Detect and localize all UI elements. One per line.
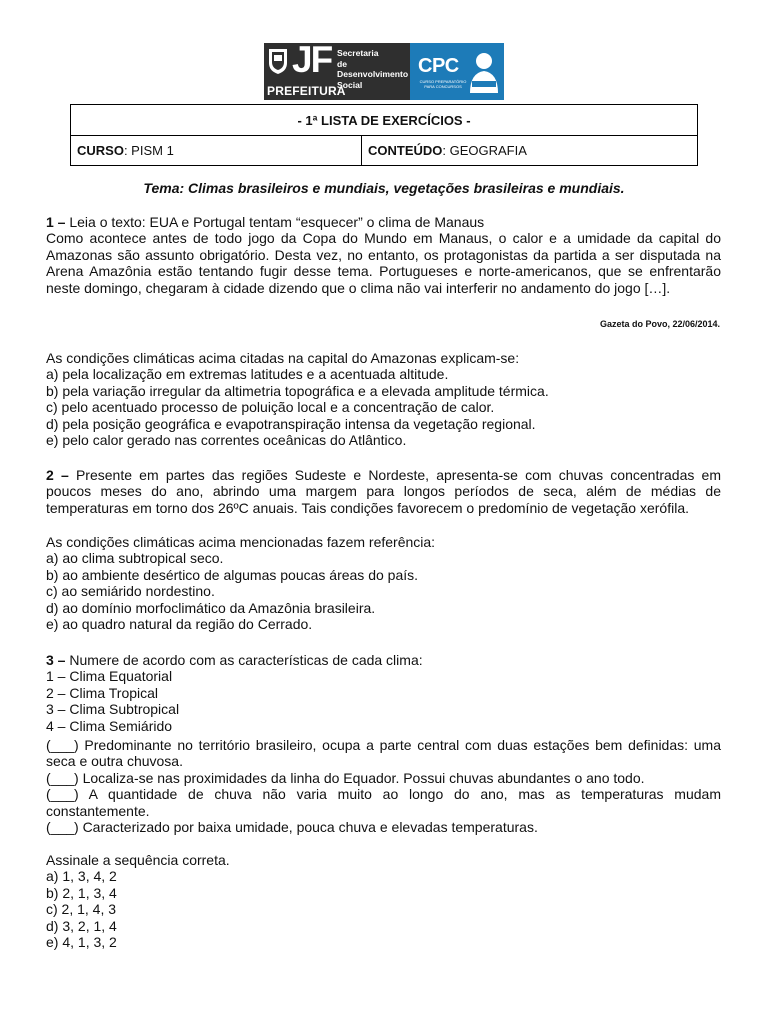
secretaria-label: Secretaria de Desenvolvimento Social	[337, 48, 409, 90]
question-3-intro: 3 – Numere de acordo com as características de cada clima:	[46, 652, 423, 668]
student-reading-icon	[466, 49, 502, 95]
question-1-prompt-block	[46, 350, 721, 448]
option: c) 2, 1, 4, 3	[46, 901, 117, 918]
question-3-prompt-block	[46, 852, 721, 950]
prefeitura-jf-logo	[264, 39, 410, 100]
question-2-prompt-block	[46, 534, 721, 632]
climate-item: 4 – Clima Semiárido	[46, 717, 173, 734]
question-2-prompt: As condições climáticas acima mencionadas fazem referência:	[46, 534, 436, 550]
option: a) pela localização em extremas latitudes e a acentuada altitude.	[46, 366, 449, 383]
option: b) 2, 1, 3, 4	[46, 884, 117, 901]
option: b) pela variação irregular da altimetria topográfica e a elevada amplitude térmica.	[46, 382, 549, 399]
cpc-subtitle: CURSO PREPARATÓRIO PARA CONCURSOS	[419, 79, 467, 89]
question-1	[46, 214, 721, 296]
text-source: Gazeta do Povo, 22/06/2014.	[599, 319, 720, 329]
city-crest-icon	[267, 47, 289, 75]
question-2-text: 2 – Presente em partes das regiões Sudeste e Nordeste, apresenta-se com chuvas concentradas em poucos meses do ano, abrindo uma margem para longos períodos de seca, além de médias de temperaturas em torno dos 26ºC anuais. Tais condições favorecem o predomínio de vegetação xerófila.	[46, 467, 721, 516]
question-1-prompt: As condições climáticas acima citadas na capital do Amazonas explicam-se:	[46, 350, 520, 366]
option: d) 3, 2, 1, 4	[46, 917, 117, 934]
option: b) ao ambiente desértico de algumas poucas áreas do país.	[46, 566, 419, 583]
question-1-text: Como acontece antes de todo jogo da Copa do Mundo em Manaus, o calor e a umidade da capital do Amazonas são assunto obrigatório. Desta vez, no entanto, os protagonistas da partida a ser disputada na Arena Amazônia estão tentando fugir desse tema. Portugueses e norte-americanos, que se enfrentarão neste domingo, chegaram à cidade dizendo que o clima não vai interferir no andamento do jogo […].	[46, 230, 721, 296]
content-cell: CONTEÚDO: GEOGRAFIA	[362, 136, 698, 166]
option: d) ao domínio morfoclimático da Amazônia brasileira.	[46, 599, 376, 616]
question-3-statements	[46, 737, 721, 835]
statement: (___) Predominante no território brasileiro, ocupa a parte central com duas estações bem definidas: uma seca e outra chuvosa.	[46, 737, 721, 770]
question-3-prompt: Assinale a sequência correta.	[46, 852, 230, 868]
statement: (___) Localiza-se nas proximidades da linha do Equador. Possui chuvas abundantes o ano todo.	[46, 769, 645, 786]
option: c) ao semiárido nordestino.	[46, 583, 215, 600]
option: a) 1, 3, 4, 2	[46, 868, 117, 885]
question-3	[46, 652, 721, 734]
header-logo-banner	[264, 39, 504, 100]
climate-item: 2 – Clima Tropical	[46, 684, 159, 701]
exercise-header-table	[70, 104, 698, 166]
course-cell: CURSO: PISM 1	[71, 136, 362, 166]
option: d) pela posição geográfica e evapotranspiração intensa da vegetação regional.	[46, 415, 536, 432]
option: c) pelo acentuado processo de poluição local e a concentração de calor.	[46, 399, 495, 416]
prefeitura-label: PREFEITURA	[267, 84, 346, 98]
question-2	[46, 467, 721, 516]
jf-logo-text: JF	[292, 39, 332, 80]
statement: (___) A quantidade de chuva não varia muito ao longo do ano, mas as temperaturas mudam constantemente.	[46, 786, 721, 819]
theme-heading: Tema: Climas brasileiros e mundiais, vegetações brasileiras e mundiais.	[143, 180, 625, 196]
option: e) pelo calor gerado nas correntes oceânicas do Atlântico.	[46, 432, 407, 449]
list-title: - 1ª LISTA DE EXERCÍCIOS -	[71, 105, 698, 136]
option: e) ao quadro natural da região do Cerrado.	[46, 616, 313, 633]
option: a) ao clima subtropical seco.	[46, 550, 224, 567]
climate-item: 3 – Clima Subtropical	[46, 701, 180, 718]
cpc-logo	[410, 43, 504, 100]
statement: (___) Caracterizado por baixa umidade, pouca chuva e elevadas temperaturas.	[46, 819, 538, 836]
option: e) 4, 1, 3, 2	[46, 934, 117, 951]
cpc-logo-text: CPC	[418, 55, 459, 77]
question-1-intro: 1 – Leia o texto: EUA e Portugal tentam “esquecer” o clima de Manaus	[46, 214, 485, 230]
climate-item: 1 – Clima Equatorial	[46, 668, 173, 685]
